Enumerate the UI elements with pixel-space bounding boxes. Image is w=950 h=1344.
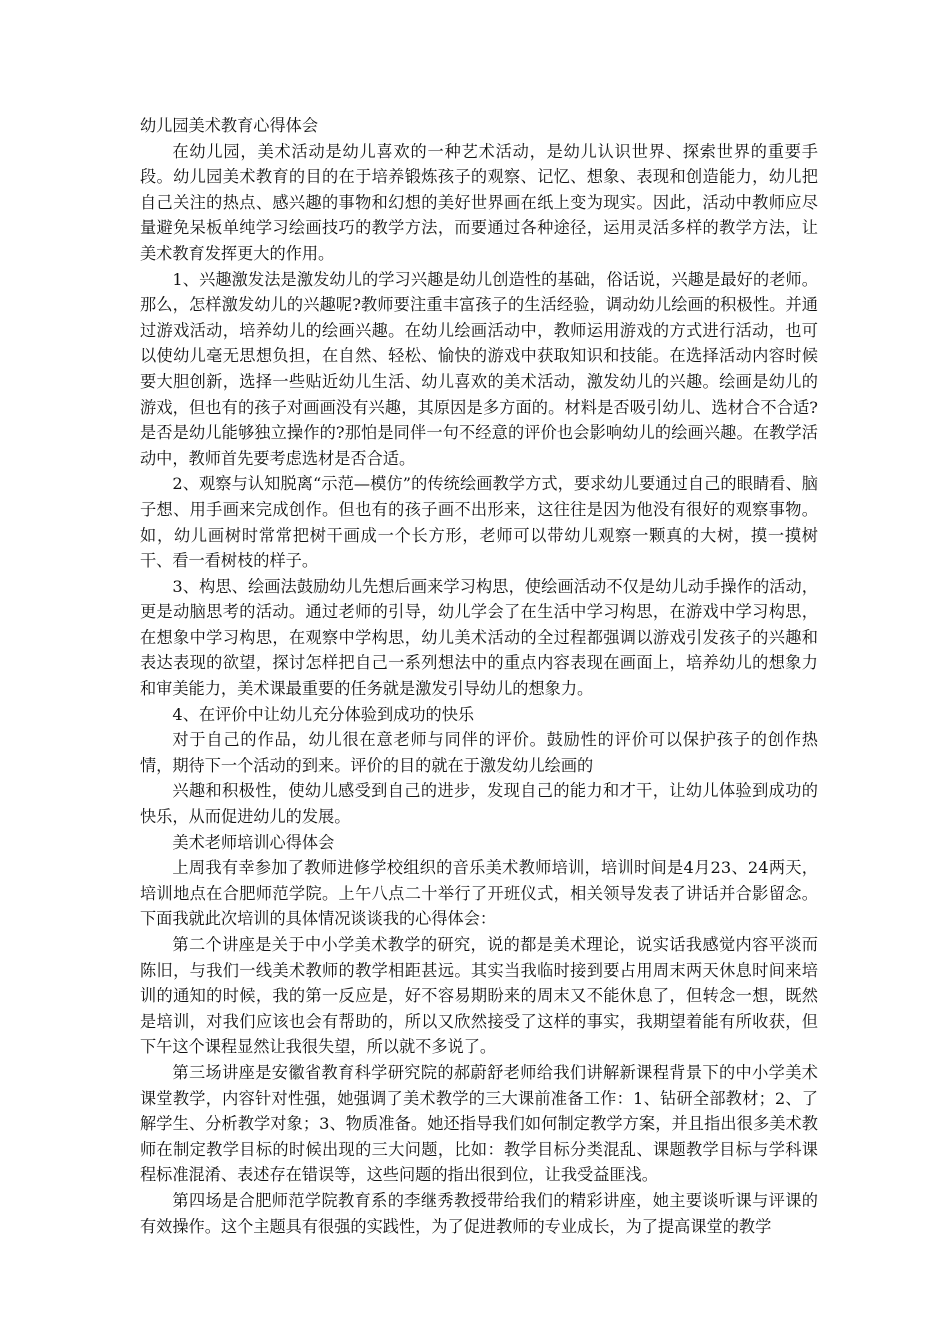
paragraph-evaluation-continued: 兴趣和积极性，使幼儿感受到自己的进步，发现自己的能力和才干，让幼儿体验到成功的快乐，从而促进幼儿的发展。 [140, 781, 818, 827]
paragraph-conception-method: 3、构思、绘画法鼓励幼儿先想后画来学习构思，使绘画活动不仅是幼儿动手操作的活动，更是动脑思考的活动。通过老师的引导，幼儿学会了在生活中学习构思，在游戏中学习构思，在想象中学习构思，在观察中学构思，幼儿美术活动的全过程都强调以游戏引发孩子的兴趣和表达表现的欲望，探讨怎样把自己一系列想法中的重点内容表现在画面上，培养幼儿的想象力和审美能力，美术课最重要的任务就是激发引导幼儿的想象力。 [140, 576, 818, 699]
document-title: 幼儿园美术教育心得体会 [140, 116, 319, 135]
paragraph-evaluation-body: 对于自己的作品，幼儿很在意老师与同伴的评价。鼓励性的评价可以保护孩子的创作热情，期待下一个活动的到来。评价的目的就在于激发幼儿绘画的 [140, 730, 818, 775]
paragraph-intro: 在幼儿园，美术活动是幼儿喜欢的一种艺术活动，是幼儿认识世界、探索世界的重要手段。幼儿园美术教育的目的在于培养锻炼孩子的观察、记忆、想象、表现和创造能力，幼儿把自己关注的热点、感兴趣的事物和幻想的美好世界画在纸上变为现实。因此，活动中教师应尽量避免呆板单纯学习绘画技巧的教学方法，而要通过各种途径，运用灵活多样的教学方法，让美术教育发挥更大的作用。 [140, 141, 818, 263]
document-body [140, 113, 818, 1239]
paragraph-training-intro: 上周我有幸参加了教师进修学校组织的音乐美术教师培训，培训时间是4月23、24两天，培训地点在合肥师范学院。上午八点二十举行了开班仪式，相关领导发表了讲话并合影留念。下面我就此次培训的具体情况谈谈我的心得体会： [140, 858, 818, 929]
paragraph-interest-method: 1、兴趣激发法是激发幼儿的学习兴趣是幼儿创造性的基础，俗话说，兴趣是最好的老师。那么，怎样激发幼儿的兴趣呢?教师要注重丰富孩子的生活经验，调动幼儿绘画的积极性。并通过游戏活动，培养幼儿的绘画兴趣。在幼儿绘画活动中，教师运用游戏的方式进行活动，也可以使幼儿毫无思想负担，在自然、轻松、愉快的游戏中获取知识和技能。在选择活动内容时候要大胆创新，选择一些贴近幼儿生活、幼儿喜欢的美术活动，激发幼儿的兴趣。绘画是幼儿的游戏，但也有的孩子对画画没有兴趣，其原因是多方面的。材料是否吸引幼儿、选材合不合适?是否是幼儿能够独立操作的?那怕是同伴一句不经意的评价也会影响幼儿的绘画兴趣。在教学活动中，教师首先要考虑选材是否合适。 [140, 269, 818, 468]
paragraph-third-lecture: 第三场讲座是安徽省教育科学研究院的郝蔚舒老师给我们讲解新课程背景下的中小学美术课堂教学，内容针对性强，她强调了美术教学的三大课前准备工作：1、钻研全部教材；2、了解学生、分析教学对象；3、物质准备。她还指导我们如何制定教学方案，并且指出很多美术教师在制定教学目标的时候出现的三大问题，比如：教学目标分类混乱、课题教学目标与学科课程标准混淆、表述存在错误等，这些问题的指出很到位，让我受益匪浅。 [140, 1062, 818, 1185]
paragraph-second-lecture: 第二个讲座是关于中小学美术教学的研究，说的都是美术理论，说实话我感觉内容平淡而陈旧，与我们一线美术教师的教学相距甚远。其实当我临时接到要占用周末两天休息时间来培训的通知的时候，我的第一反应是，好不容易期盼来的周末又不能休息了，但转念一想，既然是培训，对我们应该也会有帮助的，所以又欣然接受了这样的事实，我期望着能有所收获，但下午这个课程显然让我很失望，所以就不多说了。 [140, 935, 818, 1057]
section-title-teacher-training: 美术老师培训心得体会 [172, 832, 335, 852]
paragraph-observation-method: 2、观察与认知脱离“示范—模仿”的传统绘画教学方式，要求幼儿要通过自己的眼睛看、脑子想、用手画来完成创作。但也有的孩子画不出形来，这往往是因为他没有很好的观察事物。如，幼儿画树时常常把树干画成一个长方形，老师可以带幼儿观察一颗真的大树，摸一摸树干、看一看树枝的样子。 [140, 474, 818, 571]
paragraph-evaluation-heading: 4、在评价中让幼儿充分体验到成功的快乐 [172, 704, 475, 724]
paragraph-fourth-lecture: 第四场是合肥师范学院教育系的李继秀教授带给我们的精彩讲座，她主要谈听课与评课的有效操作。这个主题具有很强的实践性，为了促进教师的专业成长，为了提高课堂的教学 [140, 1190, 818, 1236]
